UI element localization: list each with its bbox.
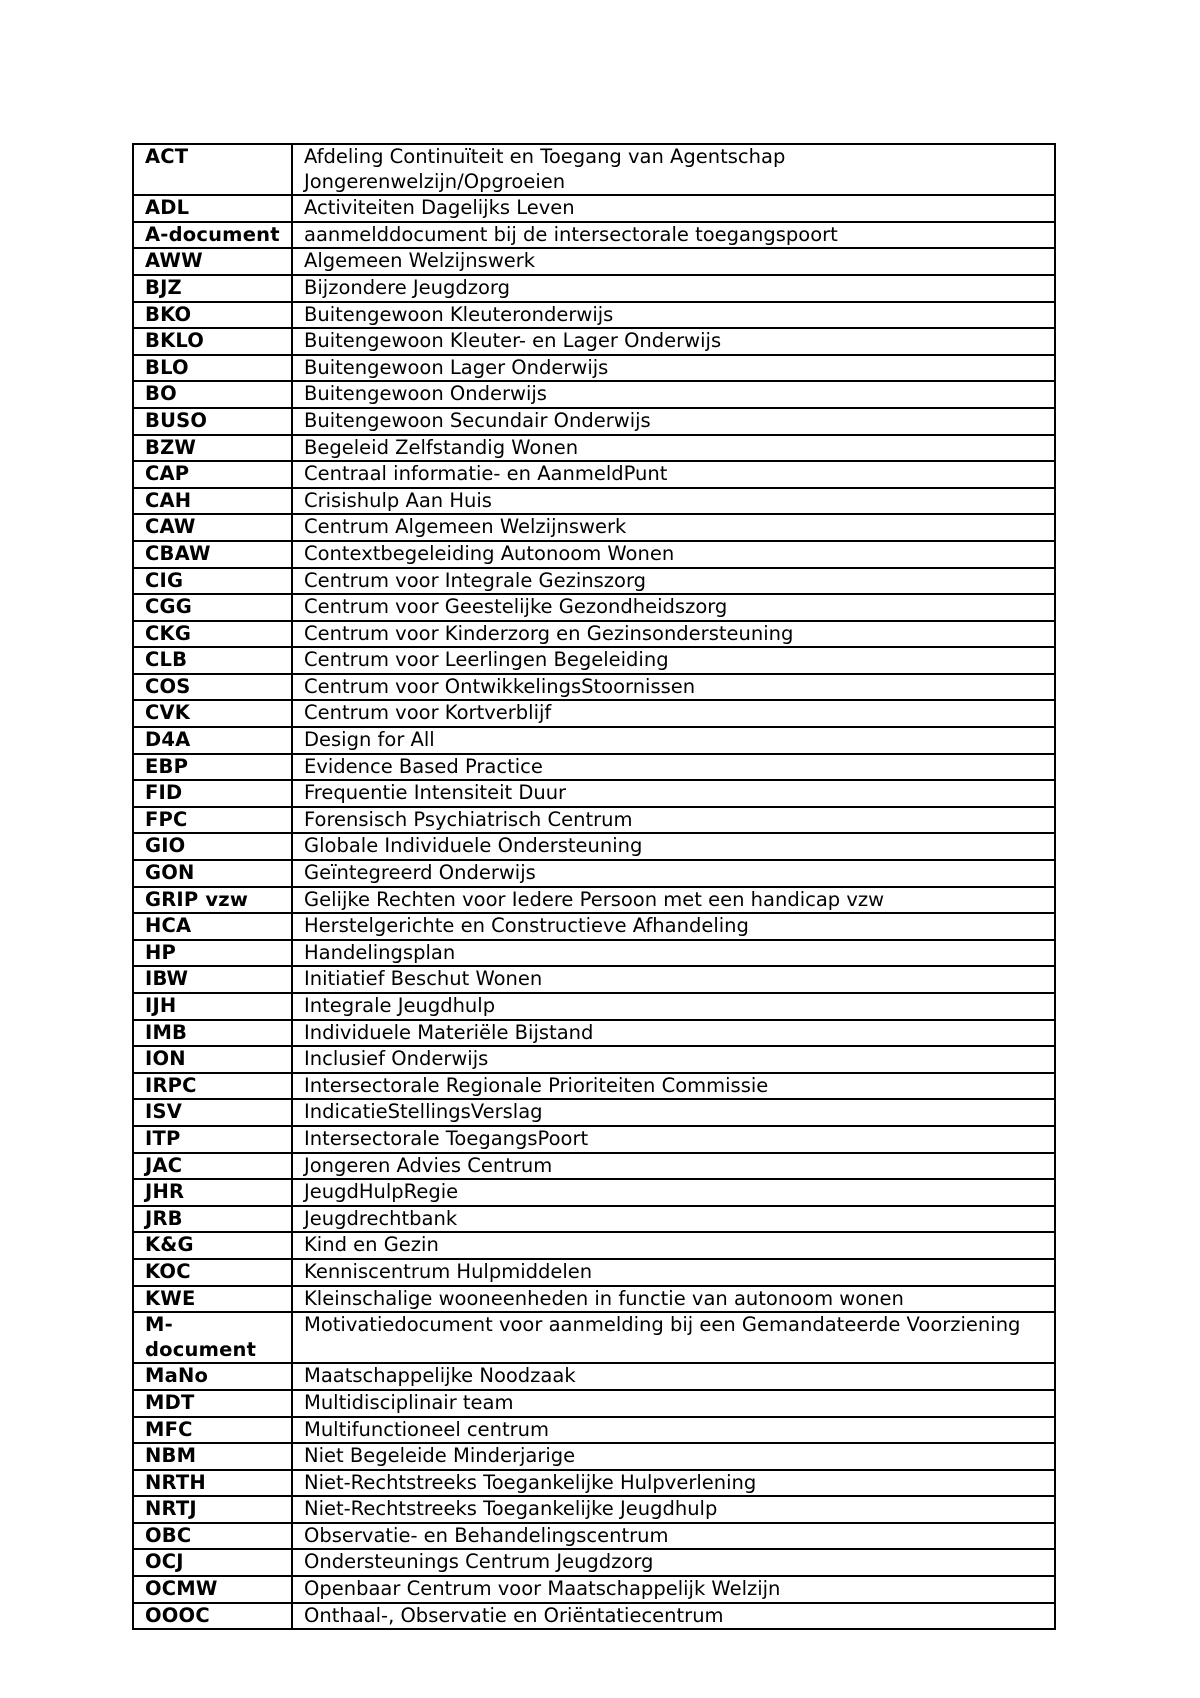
abbreviation-cell: CVK — [133, 700, 292, 727]
description-cell: Centrum voor Integrale Gezinszorg — [292, 568, 1055, 595]
description-cell: IndicatieStellingsVerslag — [292, 1099, 1055, 1126]
abbreviation-cell: CAW — [133, 514, 292, 541]
description-cell: Activiteiten Dagelijks Leven — [292, 195, 1055, 222]
abbreviation-cell: IMB — [133, 1020, 292, 1047]
description-cell: Algemeen Welzijnswerk — [292, 248, 1055, 275]
table-row — [133, 1576, 1055, 1603]
description-cell: Intersectorale ToegangsPoort — [292, 1126, 1055, 1153]
abbreviation-cell: BKLO — [133, 328, 292, 355]
abbreviation-cell: AWW — [133, 248, 292, 275]
table-row — [133, 1443, 1055, 1470]
table-row — [133, 993, 1055, 1020]
description-cell: Maatschappelijke Noodzaak — [292, 1363, 1055, 1390]
table-row — [133, 144, 1055, 195]
description-cell: Handelingsplan — [292, 940, 1055, 967]
table-row — [133, 1390, 1055, 1417]
abbreviation-cell: OOOC — [133, 1603, 292, 1630]
table-row — [133, 1549, 1055, 1576]
abbreviation-cell: OCMW — [133, 1576, 292, 1603]
table-row — [133, 1020, 1055, 1047]
table-row — [133, 302, 1055, 329]
description-cell: Crisishulp Aan Huis — [292, 488, 1055, 515]
description-cell: Afdeling Continuïteit en Toegang van Agentschap Jongerenwelzijn/Opgroeien — [292, 144, 1055, 195]
description-cell: Niet-Rechtstreeks Toegankelijke Hulpverlening — [292, 1470, 1055, 1497]
table-row — [133, 1496, 1055, 1523]
table-row — [133, 1206, 1055, 1233]
abbreviation-cell: CLB — [133, 647, 292, 674]
table-row — [133, 195, 1055, 222]
description-cell: Begeleid Zelfstandig Wonen — [292, 435, 1055, 462]
abbreviation-cell: NBM — [133, 1443, 292, 1470]
table-row — [133, 1312, 1055, 1363]
table-row — [133, 541, 1055, 568]
abbreviation-cell: GIO — [133, 833, 292, 860]
description-cell: Jeugdrechtbank — [292, 1206, 1055, 1233]
abbreviation-cell: IRPC — [133, 1073, 292, 1100]
abbreviation-cell: NRTJ — [133, 1496, 292, 1523]
abbreviation-cell: ADL — [133, 195, 292, 222]
abbreviation-cell: ITP — [133, 1126, 292, 1153]
table-row — [133, 860, 1055, 887]
abbreviation-cell: NRTH — [133, 1470, 292, 1497]
abbreviation-cell: BZW — [133, 435, 292, 462]
abbreviation-cell: KOC — [133, 1259, 292, 1286]
table-row — [133, 568, 1055, 595]
description-cell: Kleinschalige wooneenheden in functie van autonoom wonen — [292, 1286, 1055, 1313]
abbreviation-cell: JRB — [133, 1206, 292, 1233]
description-cell: Intersectorale Regionale Prioriteiten Commissie — [292, 1073, 1055, 1100]
table-row — [133, 461, 1055, 488]
abbreviation-cell: CAP — [133, 461, 292, 488]
table-row — [133, 647, 1055, 674]
table-row — [133, 1232, 1055, 1259]
table-row — [133, 248, 1055, 275]
abbreviation-cell: BUSO — [133, 408, 292, 435]
table-row — [133, 1179, 1055, 1206]
table-row — [133, 780, 1055, 807]
description-cell: Onthaal-, Observatie en Oriëntatiecentrum — [292, 1603, 1055, 1630]
abbreviation-table-body — [133, 144, 1055, 1629]
abbreviation-cell: BJZ — [133, 275, 292, 302]
description-cell: Frequentie Intensiteit Duur — [292, 780, 1055, 807]
abbreviation-cell: K&G — [133, 1232, 292, 1259]
abbreviation-cell: CAH — [133, 488, 292, 515]
table-row — [133, 700, 1055, 727]
abbreviation-cell: CKG — [133, 621, 292, 648]
abbreviation-table — [132, 143, 1056, 1630]
abbreviation-cell: FID — [133, 780, 292, 807]
description-cell: JeugdHulpRegie — [292, 1179, 1055, 1206]
table-row — [133, 408, 1055, 435]
table-row — [133, 1126, 1055, 1153]
description-cell: Centrum Algemeen Welzijnswerk — [292, 514, 1055, 541]
description-cell: Centrum voor OntwikkelingsStoornissen — [292, 674, 1055, 701]
abbreviation-cell: A-document — [133, 222, 292, 249]
table-row — [133, 1603, 1055, 1630]
abbreviation-cell: JAC — [133, 1153, 292, 1180]
abbreviation-cell: MDT — [133, 1390, 292, 1417]
abbreviation-cell: FPC — [133, 807, 292, 834]
table-row — [133, 1523, 1055, 1550]
description-cell: Evidence Based Practice — [292, 754, 1055, 781]
table-row — [133, 833, 1055, 860]
description-cell: Kenniscentrum Hulpmiddelen — [292, 1259, 1055, 1286]
table-row — [133, 1470, 1055, 1497]
table-row — [133, 328, 1055, 355]
description-cell: Centrum voor Leerlingen Begeleiding — [292, 647, 1055, 674]
description-cell: Buitengewoon Secundair Onderwijs — [292, 408, 1055, 435]
table-row — [133, 1153, 1055, 1180]
description-cell: Integrale Jeugdhulp — [292, 993, 1055, 1020]
abbreviation-cell: JHR — [133, 1179, 292, 1206]
description-cell: Forensisch Psychiatrisch Centrum — [292, 807, 1055, 834]
table-row — [133, 754, 1055, 781]
table-row — [133, 966, 1055, 993]
abbreviation-cell: BLO — [133, 355, 292, 382]
description-cell: Geïntegreerd Onderwijs — [292, 860, 1055, 887]
abbreviation-cell: CBAW — [133, 541, 292, 568]
abbreviation-cell: ION — [133, 1046, 292, 1073]
description-cell: Individuele Materiële Bijstand — [292, 1020, 1055, 1047]
description-cell: Buitengewoon Kleuteronderwijs — [292, 302, 1055, 329]
table-row — [133, 913, 1055, 940]
description-cell: Globale Individuele Ondersteuning — [292, 833, 1055, 860]
abbreviation-cell: KWE — [133, 1286, 292, 1313]
description-cell: Buitengewoon Onderwijs — [292, 381, 1055, 408]
abbreviation-cell: ACT — [133, 144, 292, 195]
abbreviation-cell: HCA — [133, 913, 292, 940]
abbreviation-cell: BKO — [133, 302, 292, 329]
table-row — [133, 1046, 1055, 1073]
description-cell: Multidisciplinair team — [292, 1390, 1055, 1417]
description-cell: Inclusief Onderwijs — [292, 1046, 1055, 1073]
table-row — [133, 940, 1055, 967]
description-cell: Openbaar Centrum voor Maatschappelijk Welzijn — [292, 1576, 1055, 1603]
abbreviation-cell: IBW — [133, 966, 292, 993]
abbreviation-cell: CGG — [133, 594, 292, 621]
table-row — [133, 1259, 1055, 1286]
table-row — [133, 674, 1055, 701]
description-cell: Jongeren Advies Centrum — [292, 1153, 1055, 1180]
table-row — [133, 1363, 1055, 1390]
description-cell: Contextbegeleiding Autonoom Wonen — [292, 541, 1055, 568]
table-row — [133, 1286, 1055, 1313]
table-row — [133, 488, 1055, 515]
description-cell: Ondersteunings Centrum Jeugdzorg — [292, 1549, 1055, 1576]
abbreviation-cell: M-document — [133, 1312, 292, 1363]
description-cell: Niet Begeleide Minderjarige — [292, 1443, 1055, 1470]
table-row — [133, 275, 1055, 302]
abbreviation-cell: GON — [133, 860, 292, 887]
description-cell: Centrum voor Geestelijke Gezondheidszorg — [292, 594, 1055, 621]
abbreviation-cell: HP — [133, 940, 292, 967]
table-row — [133, 1417, 1055, 1444]
description-cell: Multifunctioneel centrum — [292, 1417, 1055, 1444]
abbreviation-cell: OBC — [133, 1523, 292, 1550]
table-row — [133, 514, 1055, 541]
description-cell: Niet-Rechtstreeks Toegankelijke Jeugdhulp — [292, 1496, 1055, 1523]
table-row — [133, 594, 1055, 621]
abbreviation-cell: ISV — [133, 1099, 292, 1126]
table-row — [133, 1099, 1055, 1126]
table-row — [133, 1073, 1055, 1100]
description-cell: Centrum voor Kinderzorg en Gezinsondersteuning — [292, 621, 1055, 648]
abbreviation-cell: GRIP vzw — [133, 887, 292, 914]
abbreviation-cell: OCJ — [133, 1549, 292, 1576]
description-cell: Bijzondere Jeugdzorg — [292, 275, 1055, 302]
abbreviation-cell: MFC — [133, 1417, 292, 1444]
description-cell: aanmelddocument bij de intersectorale toegangspoort — [292, 222, 1055, 249]
description-cell: Gelijke Rechten voor Iedere Persoon met een handicap vzw — [292, 887, 1055, 914]
description-cell: Initiatief Beschut Wonen — [292, 966, 1055, 993]
abbreviation-cell: BO — [133, 381, 292, 408]
abbreviation-cell: IJH — [133, 993, 292, 1020]
table-row — [133, 222, 1055, 249]
description-cell: Centrum voor Kortverblijf — [292, 700, 1055, 727]
table-row — [133, 807, 1055, 834]
description-cell: Centraal informatie- en AanmeldPunt — [292, 461, 1055, 488]
table-row — [133, 381, 1055, 408]
abbreviation-cell: COS — [133, 674, 292, 701]
abbreviation-cell: D4A — [133, 727, 292, 754]
abbreviation-cell: CIG — [133, 568, 292, 595]
table-row — [133, 887, 1055, 914]
description-cell: Observatie- en Behandelingscentrum — [292, 1523, 1055, 1550]
table-row — [133, 727, 1055, 754]
description-cell: Herstelgerichte en Constructieve Afhandeling — [292, 913, 1055, 940]
description-cell: Motivatiedocument voor aanmelding bij een Gemandateerde Voorziening — [292, 1312, 1055, 1363]
abbreviation-cell: MaNo — [133, 1363, 292, 1390]
description-cell: Kind en Gezin — [292, 1232, 1055, 1259]
table-row — [133, 621, 1055, 648]
description-cell: Buitengewoon Lager Onderwijs — [292, 355, 1055, 382]
abbreviation-cell: EBP — [133, 754, 292, 781]
description-cell: Buitengewoon Kleuter- en Lager Onderwijs — [292, 328, 1055, 355]
description-cell: Design for All — [292, 727, 1055, 754]
table-row — [133, 355, 1055, 382]
table-row — [133, 435, 1055, 462]
